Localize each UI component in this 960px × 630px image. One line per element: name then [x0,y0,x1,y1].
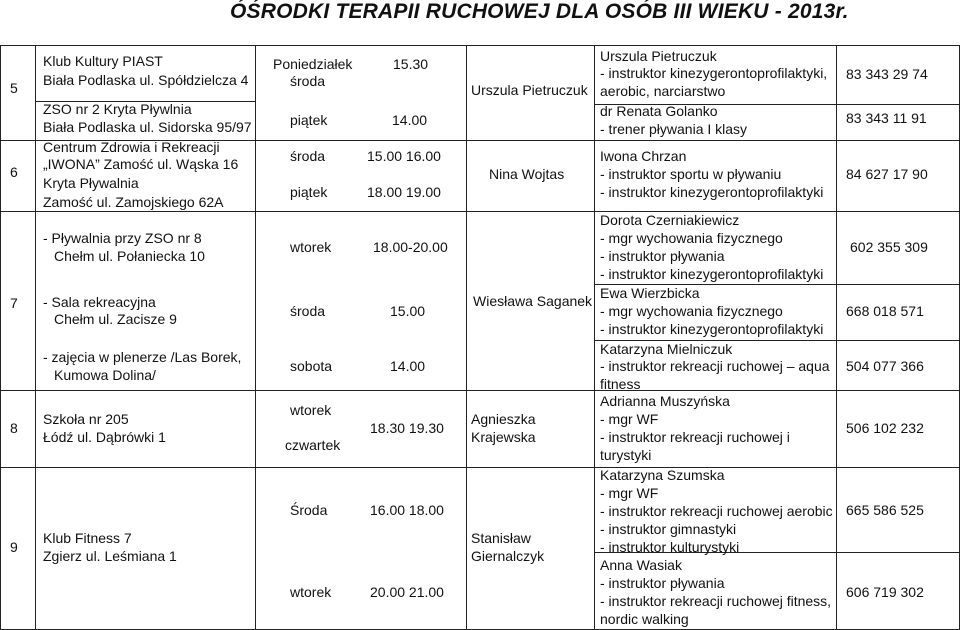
phone-number: 506 102 232 [846,420,924,436]
instructor-name: Wiesława Saganek [473,293,593,309]
phone-number: 83 343 11 91 [846,110,927,126]
row-number: 8 [10,420,18,436]
col-divider [35,45,36,630]
qual-name: Adrianna Muszyńska [600,393,730,409]
instructor-name: Stanisław [471,530,531,546]
place-address: Zgierz ul. Leśmiana 1 [43,548,177,564]
row-number: 6 [10,164,18,180]
qual-line: - instruktor kinezygerontoprofilaktyki [600,266,824,282]
qual-line: - instruktor pływania [600,248,725,264]
qual-line: - mgr wychowania fizycznego [600,230,783,246]
time-value: 18.30 19.30 [370,420,444,436]
day-label: Poniedziałek [273,56,353,72]
time-value: 18.00 19.00 [367,184,441,200]
qual-name: Dorota Czerniakiewicz [600,212,740,228]
qual-line: fitness [600,376,641,392]
place-name: - Pływalnia przy ZSO nr 8 [43,230,202,246]
qual-line: aerobic, narciarstwo [600,83,726,99]
qual-line: - instruktor kulturystyki [600,539,740,555]
instructor-name: Nina Wojtas [489,166,565,182]
place-address: Biała Podlaska ul. Spółdzielcza 4 [43,72,249,88]
time-value: 15.00 16.00 [367,148,441,164]
day-label: sobota [290,358,333,374]
day-label: środa [290,303,326,319]
qual-line: - mgr WF [600,411,659,427]
qual-name: Anna Wasiak [600,557,682,573]
instructor-name: Agnieszka [471,411,536,427]
place-address: Łódź ul. Dąbrówki 1 [43,429,166,445]
col-divider [255,45,256,630]
row-divider [0,467,960,468]
phone-number: 504 077 366 [846,358,924,374]
place-name: Klub Fitness 7 [43,530,132,546]
qual-line: - instruktor kinezygerontoprofilaktyki, [600,65,828,81]
qual-line: - instruktor rekreacji ruchowej aerobic [600,503,833,519]
col-divider [836,45,837,630]
qual-line: - instruktor sportu w pływaniu [600,166,782,182]
day-label: Środa [290,502,328,518]
col-divider [466,45,467,630]
time-value: 15.00 [390,303,426,319]
qual-line: - instruktor rekreacji ruchowej i [600,429,790,445]
page-title: ÓŚRODKI TERAPII RUCHOWEJ DLA OSÓB III WIEKU - 2013r. [230,0,849,23]
row-number: 9 [10,539,18,555]
qual-line: nordic walking [600,611,689,627]
phone-number: 665 586 525 [846,502,924,518]
place-name: ZSO nr 2 Kryta Pływlnia [43,101,192,117]
day-label: czwartek [285,437,341,453]
time-value: 18.00-20.00 [373,239,448,255]
place-address: Chełm ul. Połaniecka 10 [54,248,205,264]
instructor-name: Urszula Pietruczuk [471,82,588,98]
phone-number: 84 627 17 90 [846,166,928,182]
place-name: Klub Kultury PIAST [43,53,163,69]
place-address: „IWONA” Zamość ul. Wąska 16 [43,156,239,172]
table-border-left [0,45,1,630]
instructor-name: Krajewska [471,429,536,445]
qual-line: - mgr WF [600,485,659,501]
time-value: 20.00 21.00 [370,584,444,600]
time-value: 16.00 18.00 [370,502,444,518]
day-label: piątek [290,112,328,128]
place-name: Szkoła nr 205 [43,411,129,427]
place-name: - zajęcia w plenerze /Las Borek, [43,349,242,365]
time-value: 14.00 [392,112,428,128]
qual-line: turystyki [600,447,652,463]
qual-name: dr Renata Golanko [600,103,718,119]
place-name: Centrum Zdrowia i Rekreacji [43,139,220,155]
qual-name: Iwona Chrzan [600,148,687,164]
place-address: Kumowa Dolina/ [54,367,156,383]
qual-line: - instruktor kinezygerontoprofilaktyki [600,321,824,337]
day-label: wtorek [290,239,332,255]
table-border-top [0,45,960,46]
phone-number: 602 355 309 [850,239,928,255]
time-value: 14.00 [390,358,426,374]
phone-number: 83 343 29 74 [846,66,928,82]
qual-line: - instruktor gimnastyki [600,521,737,537]
day-label: środa [290,148,326,164]
qual-line: - mgr wychowania fizycznego [600,303,783,319]
qual-name: Ewa Wierzbicka [600,285,700,301]
place-name: Kryta Pływalnia [43,175,139,191]
qual-name: Katarzyna Mielniczuk [600,341,733,357]
qual-name: Urszula Pietruczuk [600,48,717,64]
day-label: środa [290,73,326,89]
col-divider [594,45,595,630]
day-label: wtorek [290,402,332,418]
qual-line: - instruktor kinezygerontoprofilaktyki [600,184,824,200]
place-address: Chełm ul. Zacisze 9 [54,311,177,327]
qual-name: Katarzyna Szumska [600,467,725,483]
place-name: - Sala rekreacyjna [43,294,156,310]
row-divider [0,390,960,391]
phone-number: 668 018 571 [846,303,924,319]
phone-number: 606 719 302 [846,584,924,600]
row-divider [0,211,960,212]
row-number: 5 [10,80,18,96]
qual-line: - trener pływania I klasy [600,121,748,137]
day-label: piątek [290,184,328,200]
place-address: Zamość ul. Zamojskiego 62A [43,194,224,210]
time-value: 15.30 [393,56,429,72]
row-number: 7 [10,295,18,311]
qual-line: - instruktor pływania [600,575,725,591]
qual-line: - instruktor rekreacji ruchowej fitness, [600,593,832,609]
qual-line: - instruktor rekreacji ruchowej – aqua [600,358,830,374]
instructor-name: Giernalczyk [471,548,545,564]
place-address: Biała Podlaska ul. Sidorska 95/97 [43,119,252,135]
day-label: wtorek [290,584,332,600]
